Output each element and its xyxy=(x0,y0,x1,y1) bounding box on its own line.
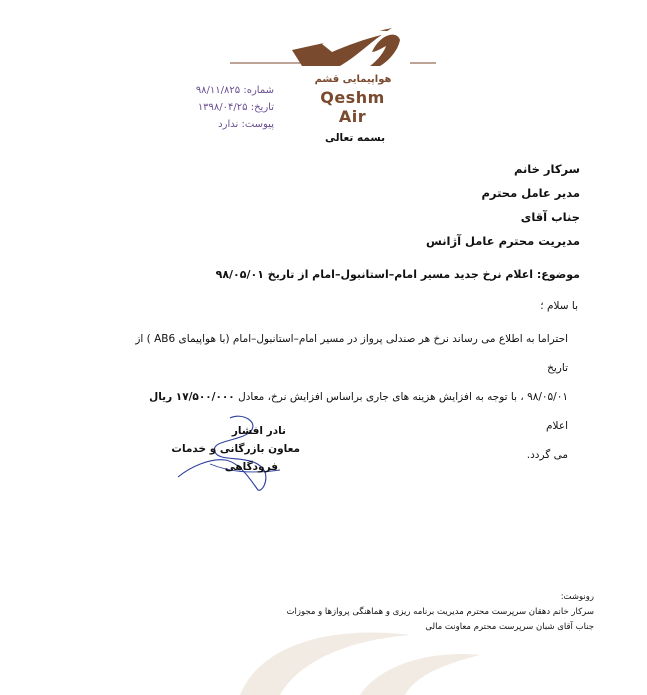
invocation: بسمه تعالی xyxy=(324,132,386,144)
recipient-4: مدیریت محترم عامل آژانس xyxy=(425,234,580,248)
body-paragraph-1: احتراما به اطلاع می رساند نرخ هر صندلی پرواز در مسیر امام–استانبول–امام (با هواپیمای AB6 ) از تاریخ xyxy=(135,333,568,374)
letter-attachment-label: پیوست: xyxy=(241,119,274,130)
fare-amount: ۱۷/۵۰۰/۰۰۰ ریال xyxy=(149,391,235,403)
cc-label: رونوشت: xyxy=(560,592,594,602)
company-name-fa: هواپیمایی قشم xyxy=(314,74,392,85)
company-name-en: Qeshm Air xyxy=(320,88,385,126)
recipient-3: جناب آقای xyxy=(520,210,580,224)
cc-block xyxy=(230,590,594,635)
body-p2-post: اعلام xyxy=(546,420,568,432)
cc-line-1: سرکار خانم دهقان سرپرست محترم مدیریت برنامه ریزی و هماهنگی پروازها و مجوزات xyxy=(286,607,594,617)
greeting: با سلام ؛ xyxy=(540,300,578,312)
letter-attachment-value: ندارد xyxy=(218,119,239,130)
letter-number-value: ۹۸/۱۱/۸۲۵ xyxy=(195,85,241,96)
recipient-2: مدیر عامل محترم xyxy=(481,186,580,200)
letter-attachment xyxy=(170,116,274,133)
body-paragraph-3: می گردد. xyxy=(526,449,568,461)
qeshm-air-logo-icon xyxy=(222,22,442,77)
cc-line-2: جناب آقای شبان سرپرست محترم معاونت مالی xyxy=(425,622,594,632)
signer-title-line1: معاون بازرگانی و خدمات xyxy=(171,443,300,455)
letter-date-value: ۱۳۹۸/۰۴/۲۵ xyxy=(197,102,248,113)
recipient-1: سرکار خانم xyxy=(513,162,580,176)
letter-date xyxy=(170,99,274,116)
signer-title-line2: فرودگاهی xyxy=(224,461,278,473)
signature-block xyxy=(150,422,300,476)
subject-line: موضوع: اعلام نرخ جدید مسیر امام–استانبول–امام از تاریخ ۹۸/۰۵/۰۱ xyxy=(215,268,580,281)
letter-date-label: تاریخ: xyxy=(250,102,274,113)
signer-name: نادر افشار xyxy=(231,425,286,437)
letter-meta xyxy=(170,82,274,133)
letter-number-label: شماره: xyxy=(243,85,274,96)
body-p2-pre: ۹۸/۰۵/۰۱ ، با توجه به افزایش هزینه های جاری براساس افزایش نرخ، معادل xyxy=(234,391,568,403)
letter-number xyxy=(170,82,274,99)
